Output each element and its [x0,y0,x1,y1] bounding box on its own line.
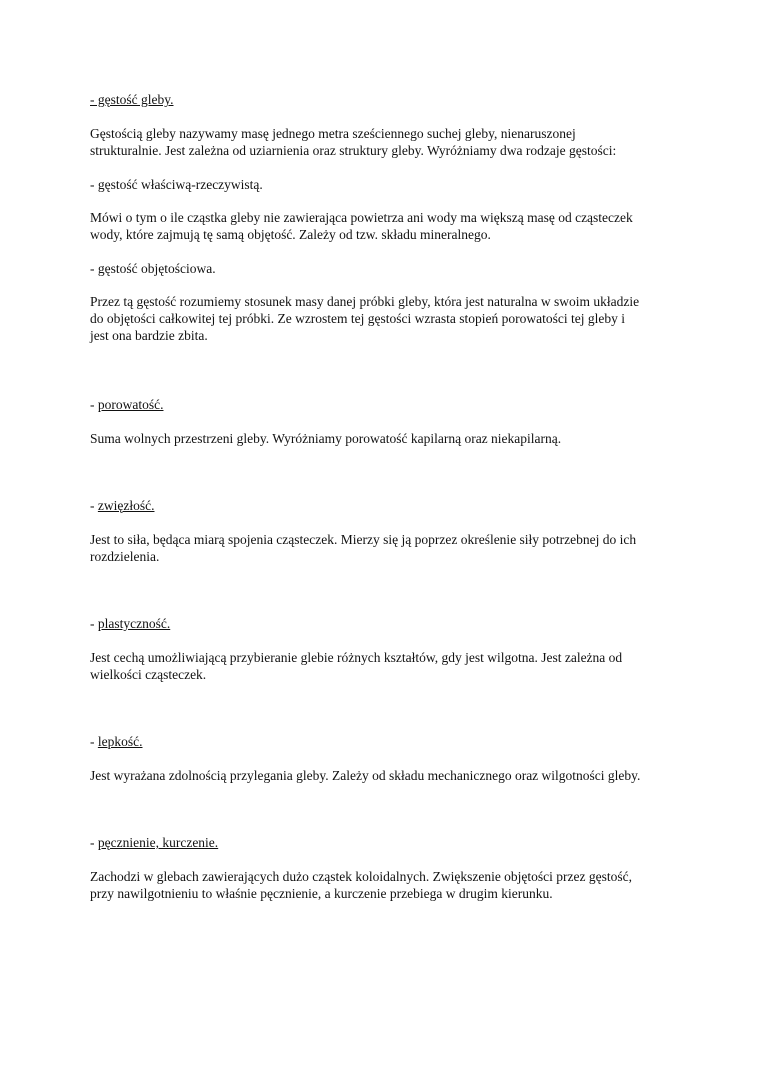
heading-plastycznosc: - plastyczność. [90,616,171,631]
paragraph-gestosc-objetosciowa: Przez tą gęstość rozumiemy stosunek masy danej próbki gleby, która jest naturalna w swoim układzie do objętości całkowitej tej próbki. Ze wzrostem tej gęstości wzrasta stopień porowatości tej gleby i jest ona bardzie zbita. [90,294,640,343]
paragraph-plastycznosc: Jest cechą umożliwiającą przybieranie glebie różnych kształtów, gdy jest wilgotna. Jest zależna od wielkości cząsteczek. [90,650,623,682]
heading-porowatosc: - porowatość. [90,397,164,412]
heading-pecznienie-kurczenie: - pęcznienie, kurczenie. [90,835,219,850]
paragraph-gestosc-wlasciwa: Mówi o tym o ile cząstka gleby nie zawierająca powietrza ani wody ma większą masę od cząsteczek wody, które zajmują tę samą objętość. Zależy od tzw. składu mineralnego. [90,210,633,242]
heading-gestosc-gleby: - gęstość gleby. [90,92,174,107]
subheading-gestosc-wlasciwa: - gęstość właściwą-rzeczywistą. [90,177,263,192]
heading-zwiezlosc: - zwięzłość. [90,498,155,513]
heading-lepkosc: - lepkość. [90,734,143,749]
paragraph-gestosc-gleby: Gęstością gleby nazywamy masę jednego metra sześciennego suchej gleby, nienaruszonej strukturalnie. Jest zależna od uziarnienia oraz struktury gleby. Wyróżniamy dwa rodzaje gęstości: [90,126,617,158]
paragraph-lepkosc: Jest wyrażana zdolnością przylegania gleby. Zależy od składu mechanicznego oraz wilgotności gleby. [90,768,641,783]
paragraph-pecznienie-kurczenie: Zachodzi w glebach zawierających dużo cząstek koloidalnych. Zwiększenie objętości przez gęstość, przy nawilgotnieniu to właśnie pęcznienie, a kurczenie przebiega w drugim kierunku. [90,869,633,901]
paragraph-zwiezlosc: Jest to siła, będąca miarą spojenia cząsteczek. Mierzy się ją poprzez określenie siły potrzebnej do ich rozdzielenia. [90,532,637,564]
subheading-gestosc-objetosciowa: - gęstość objętościowa. [90,261,216,276]
paragraph-porowatosc: Suma wolnych przestrzeni gleby. Wyróżniamy porowatość kapilarną oraz niekapilarną. [90,431,562,446]
